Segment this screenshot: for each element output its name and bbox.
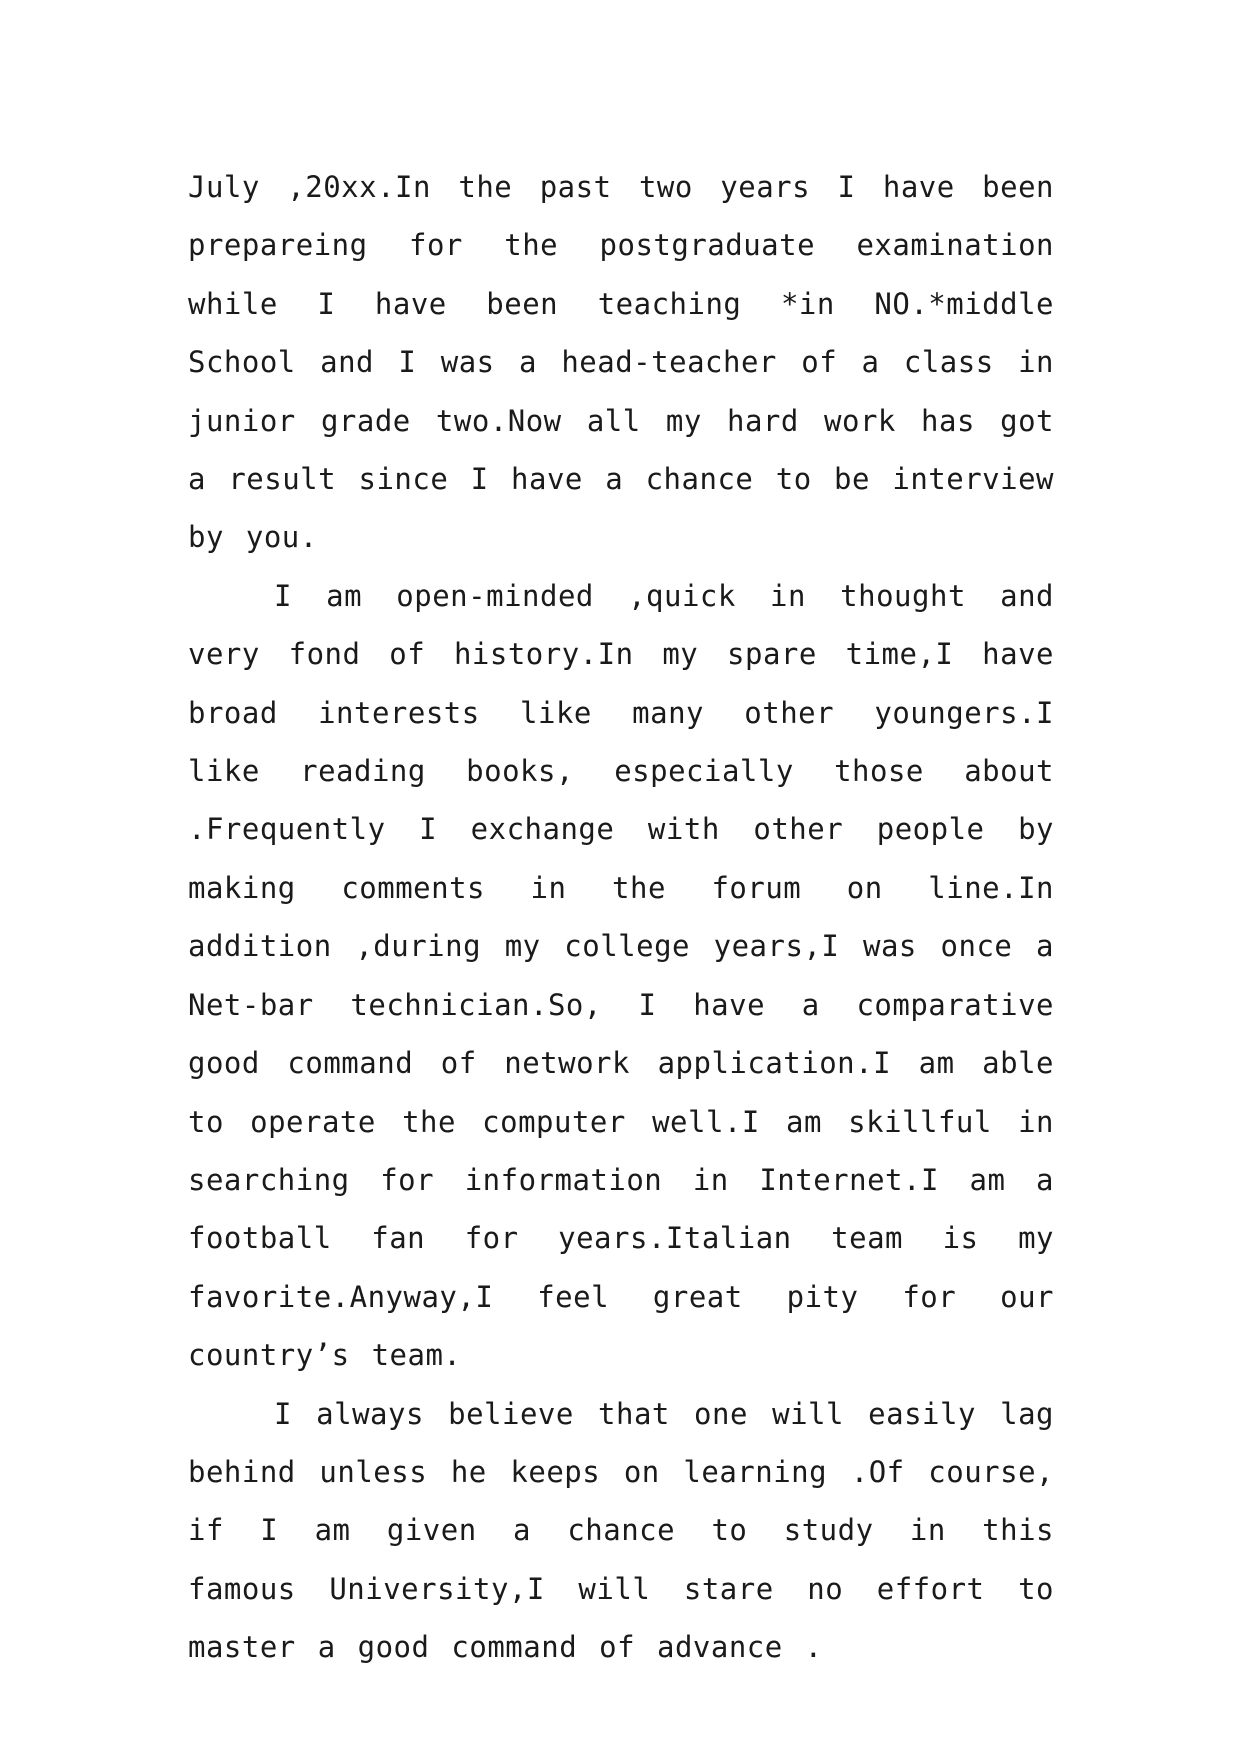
document-body [188,158,1054,1677]
paragraph-learning: I always believe that one will easily lag behind unless he keeps on learning .Of course, if I am given a chance to study in this famous University,I will stare no effort to master a good command of advance . [188,1396,1054,1665]
paragraph-intro: July ,20xx.In the past two years I have been prepareing for the postgraduate examination while I have been teaching *in NO.*middle School and I was a head-teacher of a class in junior grade two.Now all my hard work has got a result since I have a chance to be interview by you. [188,170,1054,555]
paragraph-personality: I am open-minded ,quick in thought and very fond of history.In my spare time,I have broad interests like many other youngers.I like reading books, especially those about .Frequently I exchange with other people by making comments in the forum on line.In addition ,during my college years,I was once a Net-bar technician.So, I have a comparative good command of network application.I am able to operate the computer well.I am skillful in searching for information in Internet.I am a football fan for years.Italian team is my favorite.Anyway,I feel great pity for our country’s team. [188,578,1054,1373]
